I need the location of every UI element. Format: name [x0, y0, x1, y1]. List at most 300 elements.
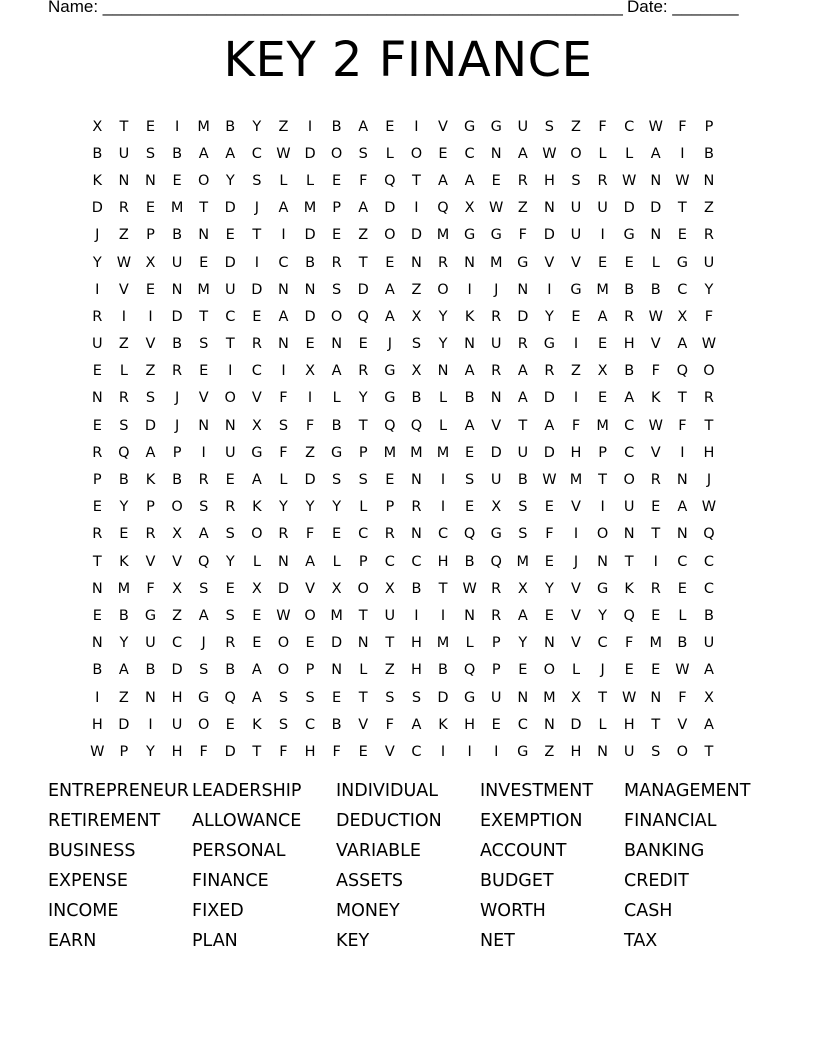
grid-letter: W	[675, 172, 690, 189]
grid-letter: H	[304, 743, 316, 760]
grid-letter: A	[438, 172, 448, 189]
grid-letter: I	[573, 526, 579, 543]
grid-letter: G	[463, 227, 476, 244]
grid-letter: U	[171, 716, 183, 733]
grid-letter: L	[306, 172, 315, 189]
grid-letter: P	[358, 553, 368, 570]
grid-letter: F	[678, 689, 687, 706]
grid-letter: E	[385, 254, 395, 271]
grid-letter: C	[677, 281, 688, 298]
grid-letter: Q	[410, 417, 423, 434]
grid-letter: E	[544, 607, 554, 624]
grid-letter: B	[92, 145, 103, 162]
grid-letter: C	[703, 580, 715, 597]
word-list-item: VARIABLE	[336, 841, 421, 861]
grid-letter: I	[440, 472, 446, 489]
grid-letter: Y	[518, 635, 528, 652]
grid-letter: Q	[490, 553, 502, 570]
grid-letter: M	[516, 553, 530, 570]
grid-letter: E	[225, 580, 235, 597]
grid-letter: R	[145, 526, 156, 543]
grid-letter: J	[387, 336, 392, 353]
word-list-item: PERSONAL	[192, 841, 286, 861]
grid-letter: G	[384, 363, 396, 380]
grid-letter: O	[304, 607, 316, 624]
grid-letter: K	[624, 580, 634, 597]
grid-letter: E	[332, 227, 342, 244]
grid-letter: E	[544, 553, 554, 570]
grid-letter: T	[119, 118, 129, 135]
grid-letter: T	[624, 553, 634, 570]
grid-letter: D	[171, 662, 183, 679]
grid-letter: S	[332, 472, 342, 489]
grid-letter: Z	[118, 227, 129, 244]
grid-letter: Z	[571, 363, 581, 380]
grid-letter: V	[251, 390, 262, 407]
grid-letter: N	[278, 336, 289, 353]
grid-letter: Y	[544, 580, 554, 597]
grid-letter: S	[305, 689, 315, 706]
grid-letter: T	[199, 308, 209, 325]
date-field-label: Date: _______	[627, 0, 739, 16]
grid-letter: T	[518, 417, 528, 434]
grid-letter: O	[357, 580, 369, 597]
grid-letter: G	[676, 254, 688, 271]
grid-letter: D	[384, 200, 396, 217]
grid-letter: S	[145, 145, 156, 162]
grid-letter: N	[517, 689, 529, 706]
grid-letter: D	[543, 390, 555, 407]
grid-letter: K	[252, 499, 262, 516]
grid-letter: I	[440, 499, 446, 516]
grid-letter: Q	[703, 526, 715, 543]
grid-letter: J	[706, 472, 712, 489]
grid-letter: D	[118, 716, 130, 733]
grid-letter: R	[118, 390, 129, 407]
grid-letter: W	[701, 336, 717, 353]
grid-letter: A	[384, 281, 395, 298]
grid-letter: R	[517, 172, 528, 189]
grid-letter: S	[199, 499, 209, 516]
grid-letter: U	[224, 281, 236, 298]
grid-letter: N	[676, 526, 688, 543]
grid-letter: H	[410, 662, 422, 679]
grid-letter: I	[573, 390, 579, 407]
grid-letter: N	[278, 281, 289, 298]
grid-letter: F	[704, 308, 714, 325]
grid-letter: Y	[544, 308, 554, 325]
grid-letter: R	[411, 499, 422, 516]
grid-letter: B	[464, 553, 475, 570]
grid-letter: B	[331, 716, 342, 733]
grid-letter: X	[251, 417, 262, 434]
grid-letter: O	[437, 281, 449, 298]
grid-letter: C	[464, 145, 475, 162]
grid-letter: B	[331, 417, 342, 434]
grid-letter: S	[358, 472, 368, 489]
grid-letter: X	[491, 499, 502, 516]
grid-letter: E	[571, 308, 581, 325]
grid-letter: N	[437, 363, 449, 380]
grid-letter: F	[305, 417, 315, 434]
grid-letter: R	[650, 580, 661, 597]
grid-letter: B	[411, 580, 422, 597]
grid-letter: Z	[703, 200, 714, 217]
grid-letter: W	[462, 580, 477, 597]
grid-letter: U	[517, 118, 529, 135]
grid-letter: D	[623, 200, 635, 217]
grid-letter: H	[410, 635, 422, 652]
grid-letter: Z	[118, 689, 129, 706]
grid-letter: N	[91, 580, 103, 597]
grid-letter: B	[225, 118, 236, 135]
header-line	[48, 0, 748, 17]
grid-letter: X	[92, 118, 103, 135]
grid-letter: T	[358, 689, 368, 706]
grid-letter: L	[359, 499, 368, 516]
grid-letter: J	[95, 227, 100, 244]
grid-letter: M	[436, 227, 450, 244]
grid-letter: P	[332, 200, 342, 217]
grid-letter: C	[358, 526, 369, 543]
grid-letter: B	[172, 227, 183, 244]
grid-letter: O	[570, 145, 582, 162]
word-list-item: ASSETS	[336, 871, 404, 891]
grid-letter: M	[596, 417, 609, 434]
grid-letter: L	[651, 254, 660, 271]
grid-letter: V	[650, 336, 661, 353]
grid-letter: R	[92, 444, 103, 461]
grid-letter: D	[91, 200, 103, 217]
grid-letter: E	[465, 499, 475, 516]
grid-letter: U	[570, 227, 582, 244]
grid-letter: E	[624, 662, 634, 679]
grid-letter: Q	[384, 417, 396, 434]
grid-letter: I	[148, 308, 153, 325]
grid-letter: U	[490, 689, 502, 706]
grid-letter: O	[330, 145, 343, 162]
grid-letter: E	[677, 227, 687, 244]
grid-letter: D	[490, 444, 502, 461]
grid-letter: O	[197, 716, 210, 733]
grid-letter: J	[254, 200, 259, 217]
grid-letter: I	[228, 363, 233, 380]
grid-letter: C	[384, 553, 395, 570]
grid-letter: B	[118, 607, 129, 624]
grid-letter: N	[278, 553, 289, 570]
grid-letter: A	[624, 390, 635, 407]
grid-letter: R	[437, 254, 449, 271]
word-list-item: CREDIT	[624, 871, 689, 891]
grid-letter: H	[464, 716, 476, 733]
grid-letter: Y	[119, 499, 129, 516]
grid-letter: E	[145, 200, 156, 217]
grid-letter: X	[411, 308, 422, 325]
grid-letter: P	[305, 662, 315, 679]
grid-letter: V	[571, 635, 581, 652]
grid-letter: E	[491, 172, 501, 189]
grid-letter: V	[118, 281, 129, 298]
grid-letter: K	[464, 308, 475, 325]
grid-letter: C	[437, 526, 449, 543]
grid-letter: T	[677, 390, 687, 407]
grid-letter: C	[225, 308, 236, 325]
grid-letter: E	[92, 417, 102, 434]
grid-letter: D	[543, 444, 555, 461]
grid-letter: Y	[598, 607, 607, 624]
grid-letter: S	[411, 689, 422, 706]
grid-letter: E	[651, 499, 661, 516]
grid-letter: S	[199, 662, 209, 679]
word-list-item: FINANCIAL	[624, 811, 717, 831]
grid-letter: R	[225, 499, 236, 516]
grid-letter: U	[91, 336, 103, 353]
grid-letter: Z	[278, 118, 289, 135]
grid-letter: B	[703, 607, 714, 624]
grid-letter: L	[598, 145, 607, 162]
grid-letter: E	[332, 172, 342, 189]
name-field-label: Name: _______________________________________________________	[48, 0, 623, 16]
grid-letter: T	[651, 716, 661, 733]
grid-letter: W	[489, 200, 504, 217]
grid-letter: H	[570, 743, 582, 760]
grid-letter: S	[465, 472, 475, 489]
grid-letter: X	[597, 363, 608, 380]
grid-letter: N	[650, 227, 662, 244]
grid-letter: C	[624, 417, 635, 434]
grid-letter: E	[518, 662, 528, 679]
grid-letter: G	[570, 281, 582, 298]
grid-letter: C	[304, 716, 316, 733]
grid-letter: G	[543, 336, 556, 353]
grid-letter: Y	[332, 499, 342, 516]
grid-letter: E	[145, 281, 156, 298]
grid-letter: N	[357, 635, 369, 652]
grid-letter: A	[517, 145, 528, 162]
grid-letter: P	[146, 227, 155, 244]
grid-letter: G	[490, 118, 502, 135]
grid-letter: C	[597, 635, 608, 652]
grid-letter: B	[703, 145, 714, 162]
grid-letter: N	[91, 390, 103, 407]
grid-letter: N	[703, 172, 715, 189]
grid-letter: T	[651, 526, 661, 543]
grid-letter: A	[118, 662, 129, 679]
grid-letter: S	[651, 743, 661, 760]
grid-letter: D	[251, 281, 263, 298]
grid-letter: O	[277, 635, 290, 652]
grid-letter: A	[703, 662, 714, 679]
word-list	[48, 778, 768, 958]
grid-letter: O	[596, 526, 609, 543]
grid-letter: G	[596, 580, 609, 597]
grid-letter: D	[304, 308, 316, 325]
grid-letter: E	[332, 689, 342, 706]
grid-letter: A	[464, 363, 475, 380]
grid-letter: W	[90, 743, 105, 760]
grid-letter: M	[649, 635, 663, 652]
grid-letter: E	[597, 336, 608, 353]
grid-letter: F	[332, 743, 341, 760]
grid-letter: E	[92, 607, 102, 624]
grid-letter: S	[571, 172, 581, 189]
grid-letter: N	[171, 281, 183, 298]
grid-letter: B	[145, 662, 156, 679]
grid-letter: F	[279, 743, 288, 760]
grid-letter: P	[146, 499, 155, 516]
grid-letter: B	[92, 662, 103, 679]
grid-letter: S	[252, 172, 262, 189]
grid-letter: T	[358, 254, 368, 271]
grid-letter: Q	[623, 607, 635, 624]
grid-letter: W	[622, 689, 637, 706]
word-list-item: ENTREPRENEUR	[48, 781, 189, 801]
word-list-item: FINANCE	[192, 871, 269, 891]
grid-letter: T	[358, 417, 368, 434]
grid-letter: D	[517, 308, 529, 325]
grid-letter: G	[517, 254, 529, 271]
word-list-item: BANKING	[624, 841, 705, 861]
grid-letter: E	[172, 172, 182, 189]
grid-letter: U	[224, 444, 236, 461]
grid-letter: G	[623, 227, 635, 244]
grid-letter: A	[145, 444, 156, 461]
grid-letter: G	[251, 444, 263, 461]
grid-letter: Q	[463, 526, 476, 543]
grid-letter: N	[650, 689, 662, 706]
grid-letter: V	[571, 607, 581, 624]
grid-letter: J	[174, 417, 180, 434]
grid-letter: N	[464, 336, 476, 353]
grid-letter: X	[411, 363, 422, 380]
word-list-item: BUDGET	[480, 871, 554, 891]
grid-letter: E	[597, 254, 608, 271]
grid-letter: D	[224, 200, 236, 217]
grid-letter: I	[281, 227, 286, 244]
grid-letter: R	[544, 363, 555, 380]
grid-letter: G	[198, 689, 210, 706]
grid-letter: W	[542, 145, 557, 162]
grid-letter: W	[701, 499, 717, 516]
grid-letter: V	[145, 553, 156, 570]
grid-letter: D	[410, 227, 422, 244]
grid-letter: E	[305, 635, 315, 652]
grid-letter: H	[623, 336, 635, 353]
grid-letter: M	[436, 635, 450, 652]
word-list-item: NET	[480, 931, 515, 951]
grid-letter: X	[517, 580, 528, 597]
grid-letter: T	[358, 607, 368, 624]
grid-letter: V	[172, 553, 183, 570]
grid-letter: A	[251, 689, 262, 706]
grid-letter: R	[624, 308, 635, 325]
grid-letter: L	[438, 417, 448, 434]
word-list-item: CASH	[624, 901, 673, 921]
word-list-item: TAX	[624, 931, 658, 951]
grid-letter: P	[172, 444, 182, 461]
word-list-item: MONEY	[336, 901, 400, 921]
grid-letter: N	[198, 227, 210, 244]
grid-letter: X	[172, 526, 183, 543]
grid-letter: M	[330, 607, 343, 624]
grid-letter: I	[494, 743, 499, 760]
grid-letter: N	[91, 635, 103, 652]
grid-letter: R	[225, 635, 236, 652]
grid-letter: I	[414, 200, 419, 217]
grid-letter: Z	[305, 444, 316, 461]
grid-letter: W	[648, 118, 663, 135]
grid-letter: F	[146, 580, 155, 597]
grid-letter: I	[680, 444, 685, 461]
grid-letter: S	[278, 417, 289, 434]
grid-letter: Q	[463, 662, 476, 679]
grid-letter: N	[145, 689, 156, 706]
grid-letter: I	[307, 118, 313, 135]
grid-letter: L	[678, 607, 687, 624]
grid-letter: M	[117, 580, 131, 597]
grid-letter: P	[491, 662, 501, 679]
grid-letter: H	[623, 716, 635, 733]
grid-letter: K	[119, 553, 129, 570]
word-list-item: KEY	[336, 931, 370, 951]
grid-letter: F	[545, 526, 554, 543]
grid-letter: N	[597, 553, 608, 570]
grid-letter: L	[279, 472, 288, 489]
grid-letter: L	[385, 145, 394, 162]
grid-letter: D	[224, 254, 236, 271]
grid-letter: E	[358, 743, 368, 760]
grid-letter: V	[571, 580, 581, 597]
grid-letter: D	[357, 281, 369, 298]
grid-letter: R	[118, 200, 129, 217]
grid-letter: C	[624, 444, 635, 461]
grid-letter: X	[251, 580, 262, 597]
grid-letter: Z	[517, 200, 528, 217]
grid-letter: O	[277, 662, 290, 679]
grid-letter: A	[650, 145, 661, 162]
grid-letter: S	[518, 526, 528, 543]
grid-letter: Q	[357, 308, 369, 325]
grid-letter: U	[490, 472, 502, 489]
grid-letter: N	[517, 281, 529, 298]
grid-letter: G	[144, 607, 157, 624]
grid-letter: I	[121, 308, 127, 325]
grid-letter: I	[414, 607, 419, 624]
grid-letter: C	[517, 716, 528, 733]
grid-letter: Y	[358, 390, 368, 407]
word-list-item: INVESTMENT	[480, 781, 594, 801]
grid-letter: E	[252, 635, 262, 652]
grid-letter: V	[677, 716, 688, 733]
grid-letter: I	[547, 281, 552, 298]
grid-letter: R	[358, 363, 369, 380]
grid-letter: I	[95, 689, 100, 706]
grid-letter: R	[703, 390, 714, 407]
grid-letter: D	[304, 472, 316, 489]
grid-letter: E	[252, 607, 262, 624]
grid-letter: U	[597, 200, 608, 217]
grid-letter: O	[676, 743, 689, 760]
grid-letter: Z	[145, 363, 156, 380]
grid-letter: D	[650, 200, 662, 217]
grid-letter: U	[703, 635, 715, 652]
grid-letter: S	[411, 336, 422, 353]
grid-letter: W	[276, 607, 291, 624]
grid-letter: M	[197, 281, 210, 298]
grid-letter: C	[411, 743, 422, 760]
grid-letter: B	[411, 390, 422, 407]
grid-letter: X	[305, 363, 316, 380]
